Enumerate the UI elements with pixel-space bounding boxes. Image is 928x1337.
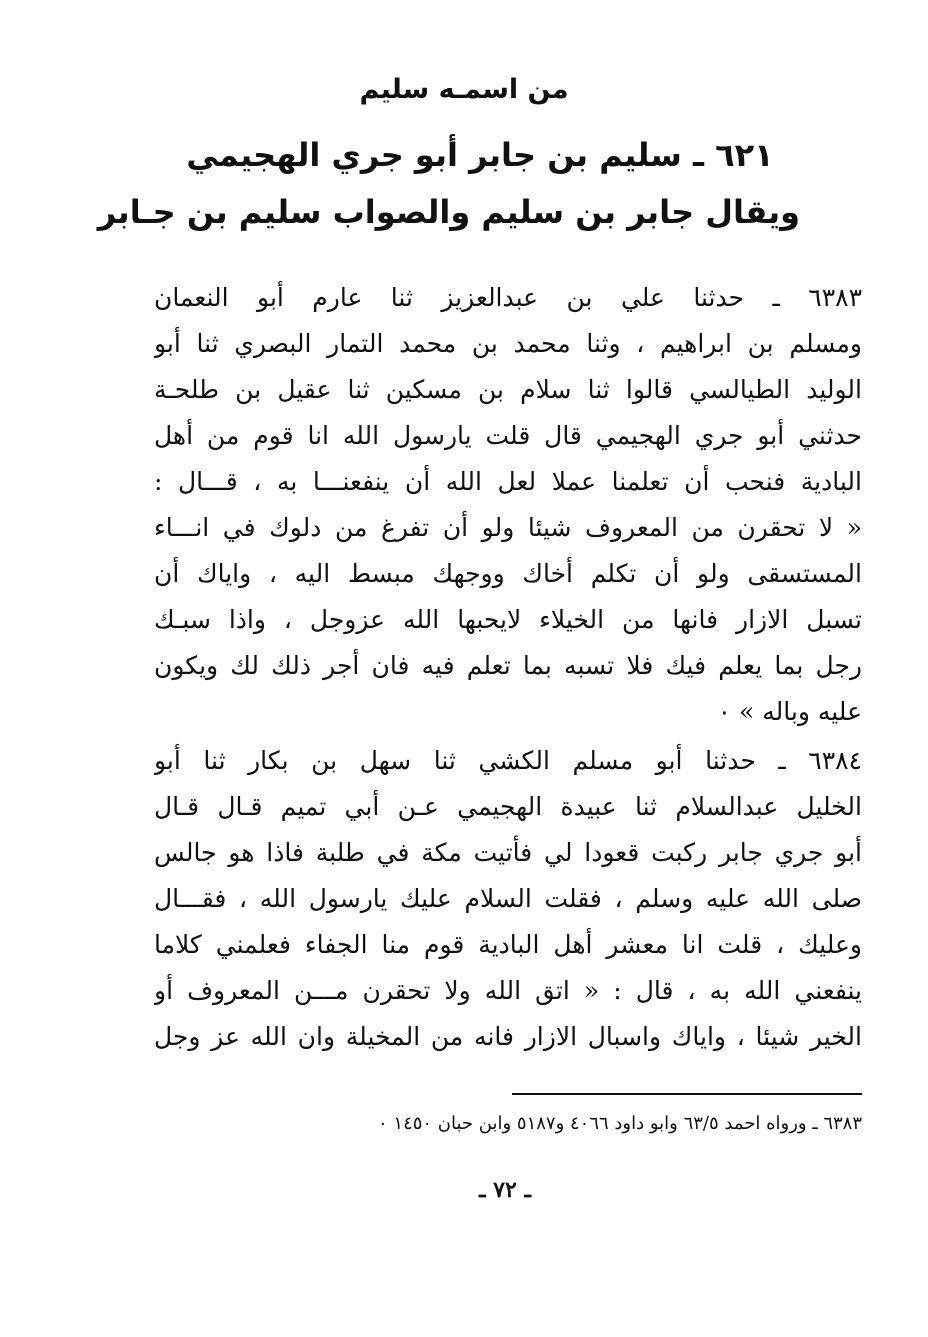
text-line: أبو جري جابر ركبت قعودا لي فأتيت مكة في طلبة فاذا هو جالس [154, 838, 862, 867]
text-line: ٦٣٨٤ ـ حدثنا أبو مسلم الكشي ثنا سهل بن بكار ثنا أبو [154, 746, 862, 775]
text-line: رجل بما يعلم فيك فلا تسبه بما تعلم فيه فان أجر ذلك لك ويكون [154, 651, 862, 680]
section-heading: من اسمـه سليم [359, 74, 569, 105]
hadith-6384-paragraph [154, 738, 862, 1060]
hadith-6383-paragraph [154, 275, 862, 735]
text-line: وعليك ، قلت انا معشر أهل البادية قوم منا الجفاء فعلمني كلاما [154, 930, 862, 959]
text-line: ومسلم بن ابراهيم ، وثنا محمد بن محمد التمار البصري ثنا أبو [154, 329, 862, 358]
text-line: المستسقى ولو أن تكلم أخاك ووجهك مبسط اليه ، واياك أن [154, 559, 862, 588]
text-line: الخير شيئا ، واياك واسبال الازار فانه من المخيلة وان الله عز وجل [154, 1022, 862, 1051]
footnote-divider [512, 1093, 862, 1095]
entry-title-line-1: ٦٢١ ـ سليم بن جابر أبو جري الهجيمي [186, 136, 774, 174]
text-line: البادية فنحب أن تعلمنا عملا لعل الله أن ينفعنـــا به ، قـــال : [154, 467, 862, 496]
page-number: ـ ٧٢ ـ [479, 1177, 531, 1203]
text-line: « لا تحقرن من المعروف شيئا ولو أن تفرغ من دلوك في انـــاء [154, 513, 862, 542]
text-line: الوليد الطيالسي قالوا ثنا سلام بن مسكين ثنا عقيل بن طلحـة [154, 375, 862, 404]
text-line: الخليل عبدالسلام ثنا عبيدة الهجيمي عـن أبي تميم قـال قـال [154, 792, 862, 821]
text-line: تسبل الازار فانها من الخيلاء لايحبها الله عزوجل ، واذا سبـك [154, 605, 862, 634]
text-line: ينفعني الله به ، قال : « اتق الله ولا تحقرن مـــن المعروف أو [154, 976, 862, 1005]
text-line: حدثني أبو جري الهجيمي قال قلت يارسول الله انا قوم من أهل [154, 421, 862, 450]
footnote: ٦٣٨٣ ـ ورواه احمد ٦٣/٥ وابو داود ٤٠٦٦ و٥١٨٧ وابن حبان ١٤٥٠ ٠ [378, 1113, 862, 1134]
entry-title-line-2: ويقال جابر بن سليم والصواب سليم بن جـابر [97, 193, 800, 231]
text-line: ٦٣٨٣ ـ حدثنا علي بن عبدالعزيز ثنا عارم أبو النعمان [154, 283, 862, 312]
text-line: عليه وباله » ٠ [717, 697, 862, 726]
text-line: صلى الله عليه وسلم ، فقلت السلام عليك يارسول الله ، فقـــال [154, 884, 862, 913]
